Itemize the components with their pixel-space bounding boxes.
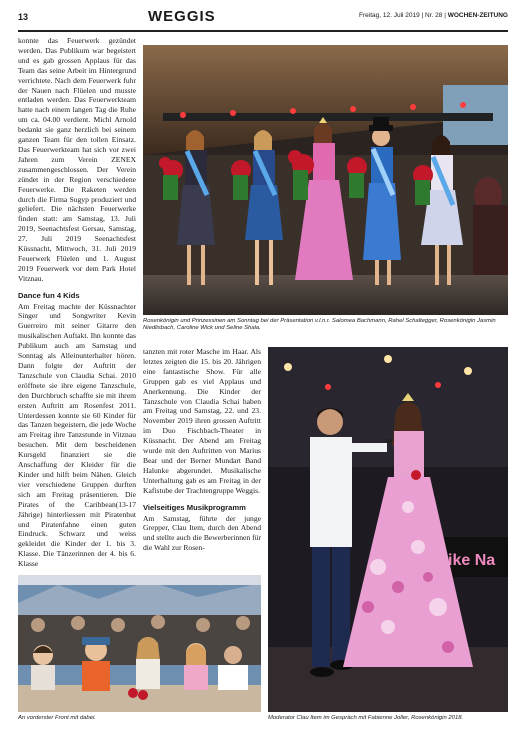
photo-front-row-kids-image: [18, 575, 261, 712]
photo-moderator-interview-image: [268, 347, 508, 712]
caption-rose-queens: Rosenkönigin und Prinzessinen am Sonntag bei der Präsentation v.l.n.r. Salomea Bachmann, Rahel Schaltegger, Rosenkönigin Jasmin Niedlisbach, Caroline Wick und Seline Shala.: [143, 318, 496, 331]
article-paragraph: Am Samstag, führte der junge Grepper, Clau Item, durch den Abend und stellte auch die Bewerberinnen für die Wahl zur Rosen-: [143, 513, 261, 553]
article-subheading: Vielseitiges Musikprogramm: [143, 502, 246, 512]
article-column-2: [143, 347, 261, 572]
article-paragraph: Am Freitag machte der Küssnachter Singer und Songwriter Kevin Guerreiro mit seiner Gitarre den musikalischen Auftakt. Ihn konnte das Publikum auch am Samstag und Sonntag als Alleinunterhalter hören. Dann folgte der Auftritt der Tanzschule von Claudia Schai. 2010 eröffnete sie ihre eigene Tanzschule, den Durchbruch schaffte sie mit ihrem ersten Auftritt am Rosenfest 2011. Unterdessen konnte sie 60 Kinder für das Tanzen begeistern, die jede Woche am Freitag ihre Tanzstunde in Vitznau besuchen. Mit dem bescheidenen Kursgeld finanziert sie die Anschaffung der Kleider für die Kinder und hilft beim Nähen. Gleich vier verschiedene Gruppen durften sich am Freitag präsentieren. Die Pirates of the Caribbean(13-17 Jährige) hinterliessen mit Piratenhut und Piratenfahne einen guten Eindruck. Schwarz und weiss gekleidet die Kinder der 1. bis 3. Klasse. Die Tänzerinnen der 4. bis 6. Klasse: [18, 301, 136, 569]
header-rule: [18, 30, 508, 32]
article-paragraph: konnte das Feuerwerk gezündet werden. Das Publikum war begeistert und es gab grossen Applaus für das Team das seine Arbeit im Hintergrund verrichtete. Nach dem Feuerwerk fuhr der Nauen nach Flüelen und musste entladen werden. Das Feuerwerkteam hatte nach einem langen Tag die Ruhe um ca. 04.00 verdient. Michl Arnold bedankt sie ganz herzlich bei seinem ganzen Team für den tollen Einsatz. Das Feuerwerkteam hat sich vor zwei Jahren zum Verein ZENEX zusammengeschlossen. Der Verein zündet in der Region verschiedene Feuerwerke. Die Raketen werden durch die Firma Sugyp produziert und geliefert. Die nächsten Feuerwerke finden statt: am Samstag, 13. Juli 2019, Seenachtsfest Gersau, Samstag, 27. Juli 2019 Seenachtsfest Küssnacht, Mittwoch, 31. Juli 2019 Feuerwerk Flüelen und 1. August 2019 Feuerwerk vor dem Park Hotel Vitznau.: [18, 36, 136, 283]
issue-number: Nr. 28: [425, 12, 443, 19]
page-header: [18, 8, 508, 30]
paper-name: WOCHEN-ZEITUNG: [447, 12, 508, 19]
stage-banner-text: ike Na: [448, 552, 496, 569]
article-paragraph: tanzten mit roter Masche im Haar. Als letztes zeigten die 15. bis 20. Jährigen eine fantastische Show. Für alle Gruppen gab es viel Applaus und Anerkennung. Die Kinder der Tanzschule von Claudia Schai haben am Freitag und Samstag, 22. und 23. November 2019 ihren grossen Auftritt im Duo Fischbach-Theater in Küssnacht. Der Abend am Freitag wurde mit den Auftritten von Marius Bear und der Berner Mundart Band Halunke abgerundet. Musikalische Unterhaltung gab es am Freitag in der Kafistube der Trachtengruppe Weggis.: [143, 347, 261, 495]
photo-front-row-kids: [18, 575, 261, 712]
issue-meta: Freitag, 12. Juli 2019 | Nr. 28 | WOCHEN-ZEITUNG: [359, 12, 508, 19]
caption-moderator-interview: Moderator Clau Item im Gespräch mit Fabienne Joller, Rosenkönigin 2018.: [268, 715, 464, 721]
section-title: WEGGIS: [148, 8, 216, 25]
article-subheading: Dance fun 4 Kids: [18, 290, 80, 300]
photo-moderator-interview: [268, 347, 508, 712]
page-number: 13: [18, 12, 29, 22]
issue-date: Freitag, 12. Juli 2019: [359, 12, 420, 19]
article-column-1: [18, 36, 136, 569]
photo-rose-queens-image: [143, 45, 508, 315]
photo-rose-queens: [143, 45, 508, 315]
caption-front-row-kids: An vorderster Front mit dabei.: [18, 715, 96, 721]
